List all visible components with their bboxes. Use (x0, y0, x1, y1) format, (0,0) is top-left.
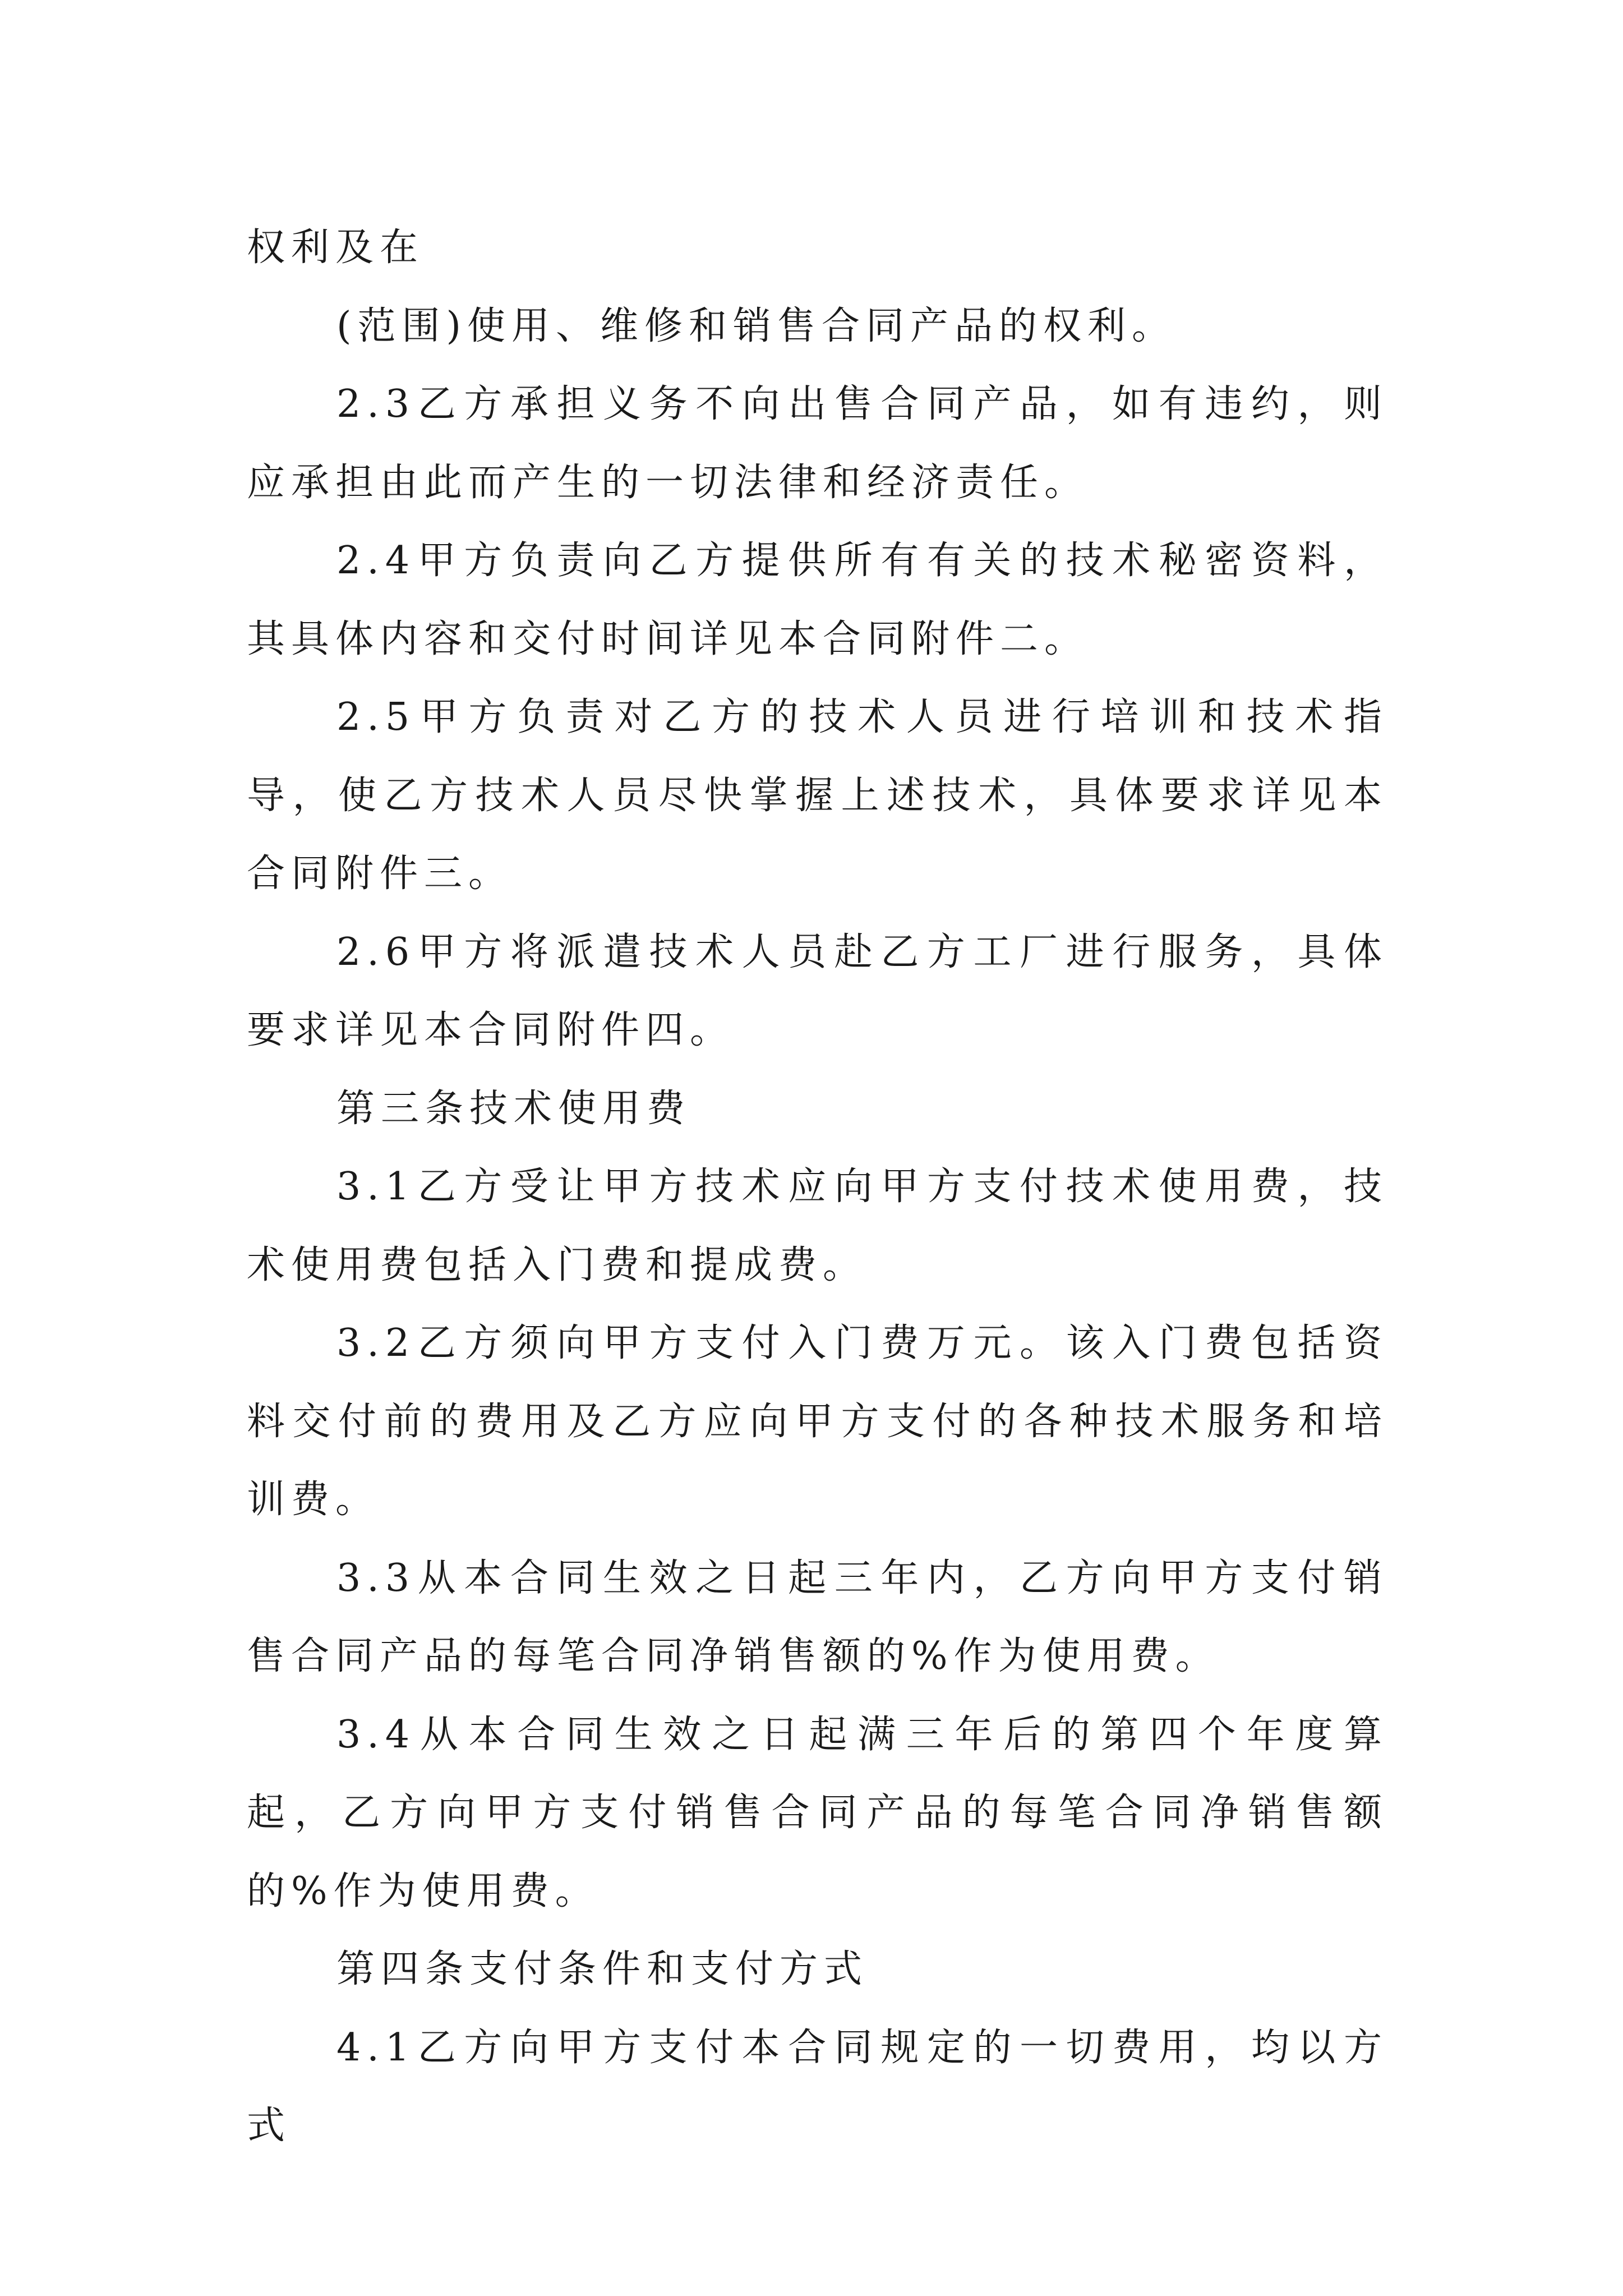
section-heading-article-3: 第三条技术使用费 (336, 1086, 691, 1131)
paragraph-clause-2-4: 2.4甲方负责向乙方提供所有有关的技术秘密资料，其具体内容和交付时间详见本合同附件二。 (247, 539, 1388, 661)
paragraph-rights-continued: 权利及在 (247, 226, 425, 270)
paragraph-clause-3-1: 3.1乙方受让甲方技术应向甲方支付技术使用费，技术使用费包括入门费和提成费。 (247, 1165, 1388, 1287)
paragraph-clause-2-6: 2.6甲方将派遣技术人员赴乙方工厂进行服务，具体要求详见本合同附件四。 (247, 930, 1388, 1052)
paragraph-clause-3-4: 3.4从本合同生效之日起满三年后的第四个年度算起，乙方向甲方支付销售合同产品的每笔合同净销售额的%作为使用费。 (247, 1712, 1388, 1913)
paragraph-clause-2-5: 2.5甲方负责对乙方的技术人员进行培训和技术指导，使乙方技术人员尽快掌握上述技术，具体要求详见本合同附件三。 (247, 695, 1388, 896)
paragraph-clause-3-2: 3.2乙方须向甲方支付入门费万元。该入门费包括资料交付前的费用及乙方应向甲方支付的各种技术服务和培训费。 (247, 1321, 1388, 1522)
section-heading-article-4: 第四条支付条件和支付方式 (336, 1947, 869, 1991)
paragraph-clause-4-1: 4.1乙方向甲方支付本合同规定的一切费用，均以方式 (247, 2025, 1388, 2148)
paragraph-scope-rights: (范围)使用、维修和销售合同产品的权利。 (336, 303, 1177, 348)
paragraph-clause-2-3: 2.3乙方承担义务不向出售合同产品，如有违约，则应承担由此而产生的一切法律和经济责任。 (247, 382, 1388, 505)
contract-body-text (247, 209, 1388, 2165)
paragraph-clause-3-3: 3.3从本合同生效之日起三年内，乙方向甲方支付销售合同产品的每笔合同净销售额的%作为使用费。 (247, 1556, 1388, 1678)
